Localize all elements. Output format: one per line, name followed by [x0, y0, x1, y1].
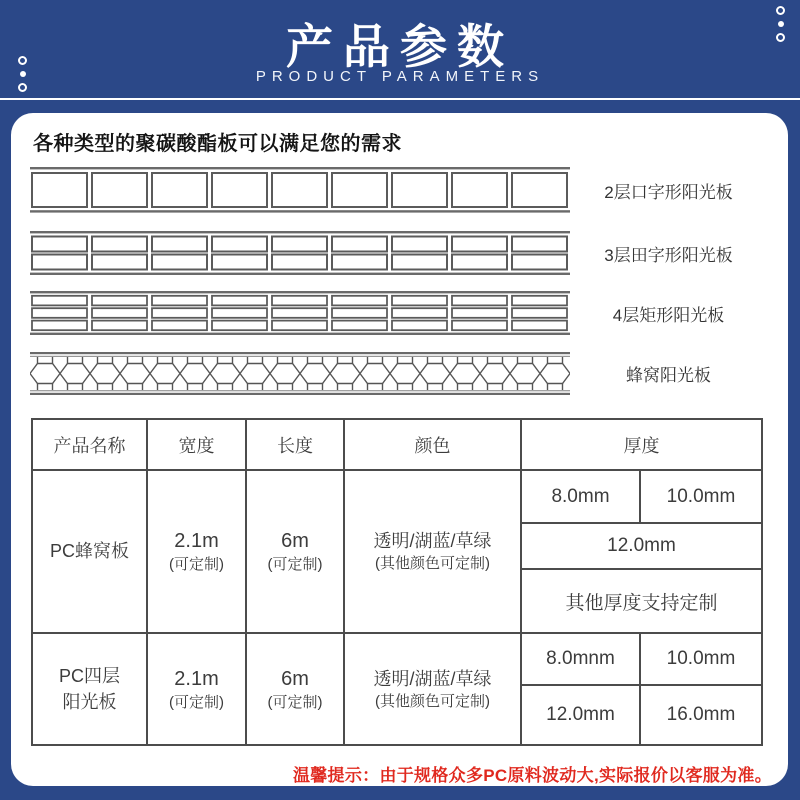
- width-value: 2.1m: [174, 530, 219, 553]
- notice-text: 温馨提示：由于规格众多PC原料波动大,实际报价以客服为准。: [292, 766, 772, 785]
- color-value: 透明/湖蓝/草绿: [373, 668, 492, 689]
- length-cell: [247, 634, 345, 744]
- col-header-width: 宽度: [148, 420, 247, 471]
- page-title: 产品参数: [286, 20, 514, 73]
- length-value: 6m: [281, 667, 309, 690]
- col-header-color: 颜色: [345, 420, 522, 471]
- panel-type-label: 蜂窝阳光板: [626, 366, 711, 385]
- width-note: (可定制): [169, 693, 224, 711]
- dot-solid-icon: [20, 71, 26, 77]
- thickness-option: 10.0mm: [641, 471, 761, 524]
- col-header-product-name: 产品名称: [33, 420, 148, 471]
- content-card: [11, 113, 788, 786]
- panel-diagram-honeycomb-icon: [30, 352, 570, 395]
- col-header-thickness: 厚度: [522, 420, 761, 471]
- product-name-cell: [33, 634, 148, 744]
- color-note: (其他颜色可定制): [375, 692, 490, 710]
- product-name-cell: PC蜂窝板: [33, 471, 148, 634]
- width-note: (可定制): [169, 556, 224, 574]
- decorative-dots-right-icon: [776, 6, 785, 42]
- thickness-custom-note: 其他厚度支持定制: [565, 592, 718, 614]
- width-cell: [148, 634, 247, 744]
- header-divider-line: [0, 98, 800, 100]
- thickness-cell: [522, 471, 761, 634]
- thickness-option: 8.0mm: [522, 471, 641, 524]
- col-header-length: 长度: [247, 420, 345, 471]
- page-subtitle: PRODUCT PARAMETERS: [255, 68, 545, 85]
- thickness-option: 12.0mm: [522, 524, 761, 570]
- thickness-option: 8.0mnm: [522, 634, 641, 686]
- width-cell: [148, 471, 247, 634]
- length-note: (可定制): [267, 693, 323, 711]
- dot-ring-icon: [18, 83, 27, 92]
- dot-ring-icon: [776, 33, 785, 42]
- thickness-option: 10.0mm: [641, 634, 761, 686]
- dot-solid-icon: [778, 21, 784, 27]
- panel-type-label: 2层口字形阳光板: [604, 182, 733, 202]
- color-note: (其他颜色可定制): [375, 555, 490, 573]
- panel-diagram-3layer-grid-icon: [30, 231, 570, 275]
- card-title: 各种类型的聚碳酸酯板可以满足您的需求: [33, 133, 402, 155]
- length-note: (可定制): [267, 556, 323, 574]
- length-value: 6m: [281, 530, 309, 553]
- color-cell: [345, 471, 522, 634]
- color-cell: [345, 634, 522, 744]
- dot-ring-icon: [776, 6, 785, 15]
- spec-table: [31, 418, 763, 746]
- thickness-cell: [522, 634, 761, 744]
- panel-diagram-4layer-rect-icon: [30, 291, 570, 335]
- panel-diagram-2layer-square-icon: [30, 167, 570, 213]
- width-value: 2.1m: [174, 667, 219, 690]
- product-name-line2: 阳光板: [62, 692, 117, 712]
- thickness-option: 12.0mm: [522, 686, 641, 744]
- panel-type-label: 3层田字形阳光板: [604, 245, 733, 265]
- decorative-dots-left-icon: [18, 56, 27, 92]
- color-value: 透明/湖蓝/草绿: [373, 531, 492, 552]
- thickness-option: 16.0mm: [666, 704, 736, 725]
- product-name-line1: PC四层: [58, 665, 120, 686]
- length-cell: [247, 471, 345, 634]
- dot-ring-icon: [18, 56, 27, 65]
- panel-type-label: 4层矩形阳光板: [612, 305, 725, 325]
